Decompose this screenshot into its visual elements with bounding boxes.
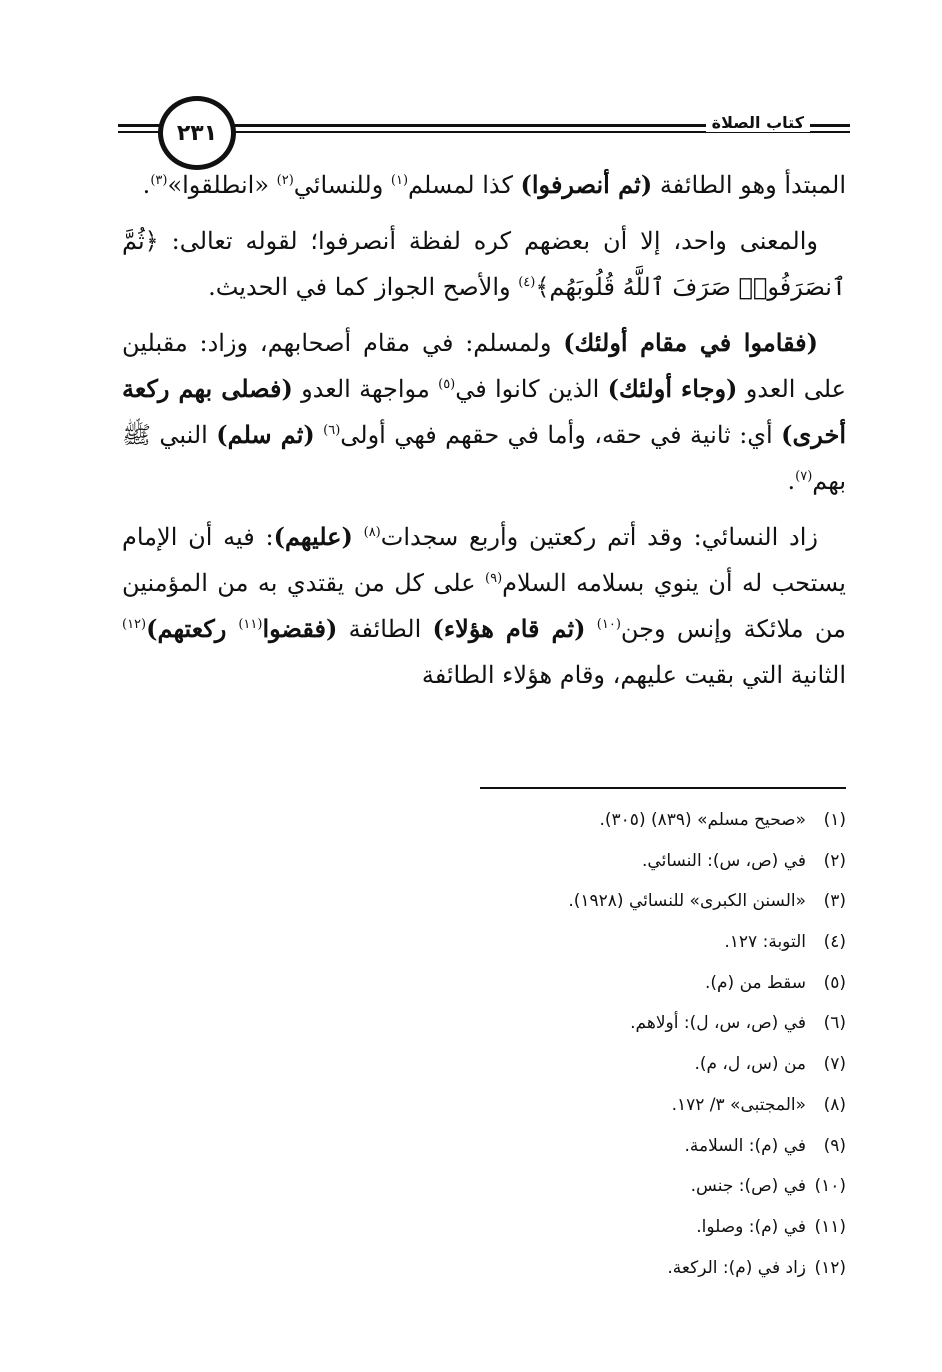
text: . (787, 467, 796, 495)
text: كذا لمسلم (408, 171, 521, 199)
paragraph-1 (122, 162, 846, 208)
footnote-item (122, 841, 846, 882)
footnote-item (122, 1044, 846, 1085)
text: أي: ثانية في حقه، وأما في حقهم فهي أولى (340, 421, 782, 449)
text: زاد النسائي: وقد أتم ركعتين وأربع سجدات (380, 523, 818, 551)
bold-phrase: (وجاء أولئك) (607, 374, 738, 403)
footnote-text: سقط من (م). (704, 972, 806, 993)
footnote-ref: (٩) (485, 571, 503, 586)
paragraph-4 (122, 514, 846, 698)
footnote-separator (480, 787, 846, 789)
bold-phrase: (ثم سلم) (216, 420, 315, 449)
footnote-number: (١١) (814, 1216, 846, 1237)
footnote-number: (٣) (823, 891, 846, 912)
text: النبي ﷺ بهم (122, 421, 846, 495)
footnote-text: في (ص، س): النسائي. (642, 850, 806, 871)
text (315, 421, 323, 449)
text (353, 523, 364, 551)
footnote-ref: (٢) (276, 173, 294, 188)
footnote-number: (٥) (823, 972, 846, 993)
text: والمعنى واحد، إلا أن بعضهم كره لفظة أنصرفوا؛ لقوله تعالى: (158, 227, 818, 255)
text (586, 615, 597, 643)
footnote-text: في (ص، س، ل): أولاهم. (630, 1013, 806, 1034)
bold-phrase: (ثم قام هؤلاء) (432, 614, 586, 643)
text: الثانية التي بقيت عليهم، وقام هؤلاء الطائفة (421, 661, 846, 689)
footnote-text: من (س، ل، م). (694, 1054, 806, 1075)
footnote-number: (٩) (823, 1135, 846, 1156)
bold-phrase: (فقضوا (262, 614, 338, 643)
bold-phrase: ركعتهم) (146, 614, 239, 643)
running-title: كتاب الصلاة (706, 113, 810, 132)
footnote-number: (٨) (823, 1094, 846, 1115)
text: «انطلقوا» (167, 171, 277, 199)
footnotes (122, 800, 846, 1288)
footnote-ref: (٤) (518, 275, 536, 290)
quran-verse: ﴿ثُمَّ ٱنصَرَفُوا۟ صَرَفَ ٱللَّهُ قُلُوبَهُم﴾ (122, 227, 846, 301)
paragraph-3 (122, 320, 846, 504)
footnote-item (122, 963, 846, 1004)
text: وللنسائي (293, 171, 391, 199)
footnote-item (122, 1085, 846, 1126)
footnote-ref: (١١) (238, 617, 263, 632)
footnote-ref: (١٢) (122, 617, 147, 632)
footnote-text: «المجتبى» ٣/ ١٧٢. (671, 1094, 806, 1115)
paragraph-2 (122, 218, 846, 310)
page-number: ٢٣١ (158, 96, 236, 170)
text: على كل من يقتدي به من المؤمنين من ملائكة وإنس وجن (122, 569, 846, 643)
footnote-text: «السنن الكبرى» للنسائي (١٩٢٨). (568, 891, 806, 912)
text: . (142, 171, 151, 199)
footnote-item (122, 1003, 846, 1044)
footnote-ref: (١) (390, 173, 409, 188)
footnote-number: (٦) (823, 1013, 846, 1034)
footnote-item (122, 922, 846, 963)
footnote-item (122, 1248, 846, 1289)
text: المبتدأ وهو الطائفة (652, 171, 846, 199)
bold-phrase: (فقاموا في مقام أولئك) (563, 328, 818, 357)
text: والأصح الجواز كما في الحديث. (208, 273, 519, 301)
bold-phrase: (عليهم) (273, 522, 353, 551)
footnote-number: (١٢) (814, 1257, 846, 1278)
footnote-ref: (٣) (150, 173, 168, 188)
footnote-number: (٢) (823, 850, 846, 871)
footnote-text: في (م): السلامة. (684, 1135, 806, 1156)
footnote-text: التوبة: ١٢٧. (724, 932, 806, 953)
bold-phrase: (فصلى بهم ركعة أخرى) (122, 374, 847, 449)
main-text (122, 162, 846, 708)
footnote-ref: (٧) (795, 469, 813, 484)
text: الذين كانوا في (455, 375, 608, 403)
footnote-number: (١) (823, 810, 846, 830)
footnote-number: (٤) (823, 932, 846, 953)
footnote-ref: (١٠) (596, 617, 621, 632)
footnote-item (122, 1166, 846, 1207)
footnote-number: (٧) (823, 1054, 846, 1075)
footnote-ref: (٦) (323, 423, 341, 438)
bold-phrase: (ثم أنصرفوا) (520, 170, 653, 199)
text: ولمسلم: في مقام أصحابهم، وزاد: مقبلين على العدو (122, 329, 846, 403)
footnote-item (122, 881, 846, 922)
footnote-text: في (ص): جنس. (690, 1176, 806, 1197)
text: الطائفة (337, 615, 433, 643)
footnote-item (122, 1126, 846, 1167)
footnote-item (122, 1207, 846, 1248)
text: مواجهة العدو (292, 375, 439, 403)
footnote-text: زاد في (م): الركعة. (667, 1257, 806, 1278)
footnote-text: في (م): وصلوا. (696, 1216, 806, 1237)
footnote-text: «صحيح مسلم» (٨٣٩) (٣٠٥). (599, 810, 806, 830)
footnote-item (122, 800, 846, 841)
footnote-ref: (٨) (363, 525, 381, 540)
footnote-ref: (٥) (438, 377, 456, 392)
text: : فيه أن الإمام يستحب له أن ينوي بسلامه السلام (122, 523, 846, 597)
footnote-number: (١٠) (814, 1176, 846, 1197)
